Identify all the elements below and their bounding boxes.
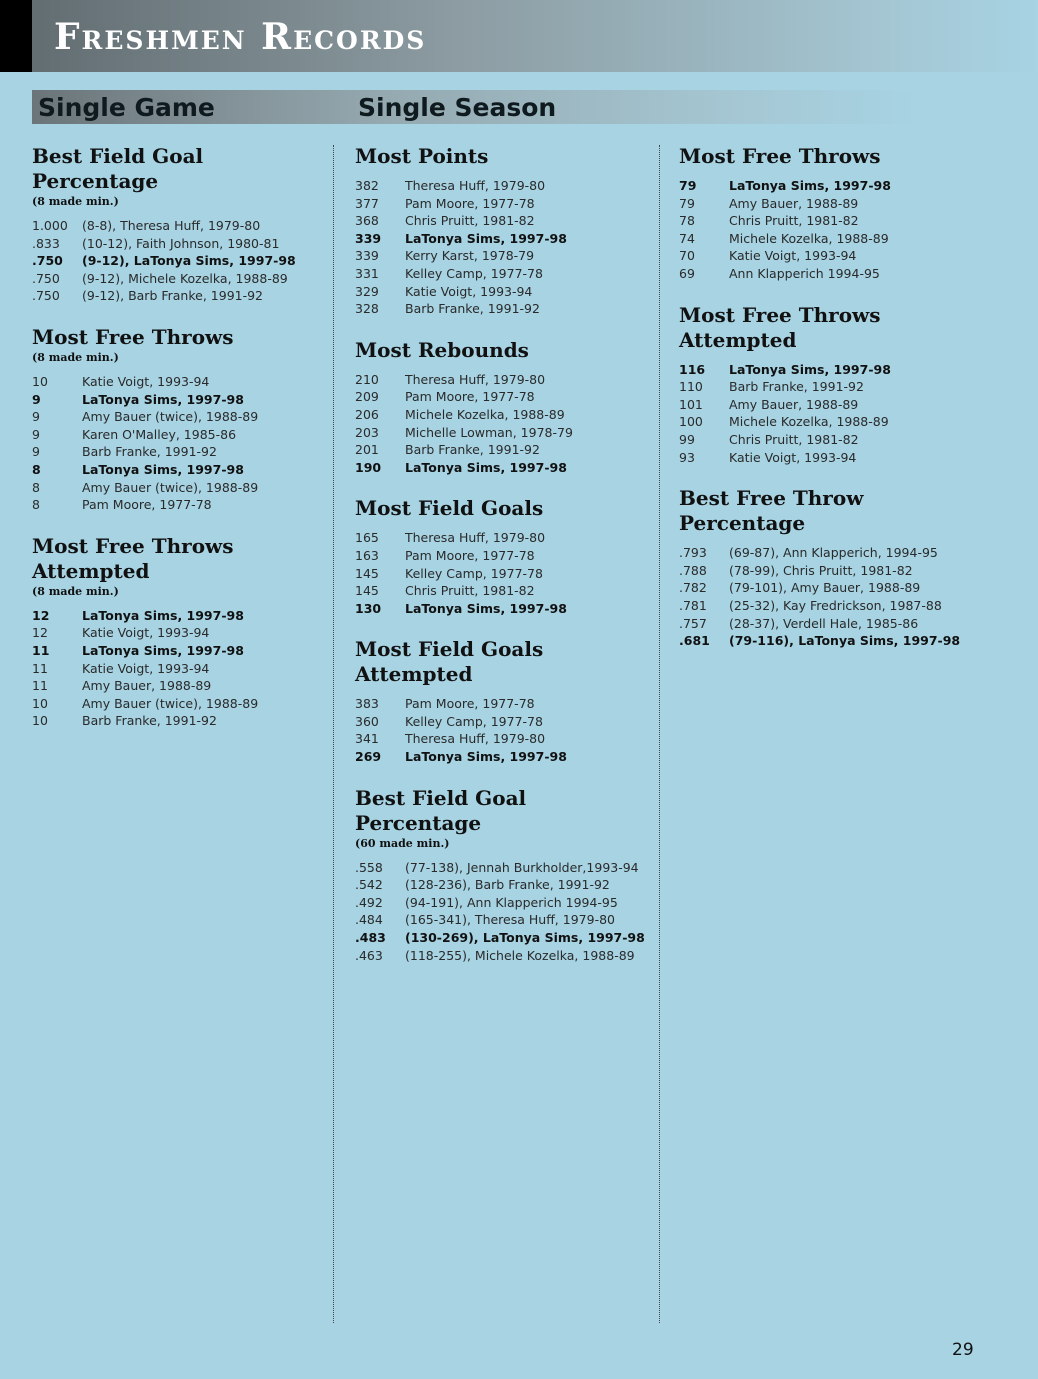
record-value: 209 [355,389,379,405]
record-holder: (9-12), Michele Kozelka, 1988-89 [82,270,288,286]
record-section [355,637,655,765]
record-holder: (130-269), LaTonya Sims, 1997-98 [405,930,645,946]
record-holder: LaTonya Sims, 1997-98 [729,361,891,377]
record-row [679,378,979,396]
record-value: 145 [355,583,379,599]
record-holder: (25-32), Kay Fredrickson, 1987-88 [729,597,942,613]
record-row [679,431,979,449]
record-value: 9 [32,444,40,460]
record-row [679,212,979,230]
record-row [355,748,655,766]
record-value: 203 [355,424,379,440]
section-title: Best Field Goal Percentage [355,785,527,835]
record-row [355,300,655,318]
record-value: 206 [355,406,379,422]
record-holder: Barb Franke, 1991-92 [405,301,540,317]
section-title: Best Field Goal Percentage [32,144,204,193]
record-row [679,449,979,467]
record-value: 8 [32,479,40,495]
record-holder: (8-8), Theresa Huff, 1979-80 [82,218,261,233]
record-holder: (79-116), LaTonya Sims, 1997-98 [729,633,961,649]
record-value: 360 [355,713,379,729]
record-holder: LaTonya Sims, 1997-98 [82,607,244,623]
record-row [679,265,979,283]
record-value: .681 [679,633,710,649]
page-title: Freshmen Records [54,16,427,58]
record-value: 382 [355,178,379,193]
record-value: 339 [355,230,382,246]
record-row [355,265,655,283]
record-row [355,911,655,929]
record-section [32,534,332,730]
record-holder: Chris Pruitt, 1981-82 [405,583,535,599]
record-holder: LaTonya Sims, 1997-98 [405,230,567,246]
record-holder: Chris Pruitt, 1981-82 [729,213,859,229]
record-list [355,695,655,765]
record-section [679,486,979,650]
record-value: .463 [355,947,383,963]
record-value: .750 [32,253,63,269]
record-value: 11 [32,678,48,694]
record-row [679,597,979,615]
section-title: Most Field Goals [355,496,544,521]
record-row [355,929,655,947]
record-value: 93 [679,449,695,465]
record-value: 165 [355,530,379,546]
record-value: 10 [32,373,48,389]
record-row [355,529,655,547]
record-value: 12 [32,607,50,623]
record-holder: Chris Pruitt, 1981-82 [405,213,535,229]
section-note: (8 made min.) [32,584,119,598]
record-value: 8 [32,461,41,477]
record-holder: LaTonya Sims, 1997-98 [729,178,891,193]
record-value: .484 [355,912,383,928]
record-row [679,361,979,379]
record-row [355,565,655,583]
record-holder: Barb Franke, 1991-92 [405,442,540,458]
record-holder: Amy Bauer, 1988-89 [729,195,859,211]
record-value: 9 [32,426,40,442]
record-row [355,695,655,713]
column-single-game [32,144,332,750]
record-holder: Katie Voigt, 1993-94 [729,449,857,465]
record-holder: Pam Moore, 1977-78 [405,195,535,211]
record-row [355,283,655,301]
record-holder: Barb Franke, 1991-92 [729,379,864,395]
section-title: Most Free Throws Attempted [679,302,881,352]
column-single-season-2 [679,144,979,670]
record-row [32,695,332,713]
record-row [679,177,979,195]
record-row [355,547,655,565]
record-section [32,144,332,305]
record-value: 190 [355,459,382,475]
record-value: 74 [679,230,695,246]
record-value: 383 [355,696,379,712]
record-row [32,270,332,288]
record-value: 10 [32,713,48,729]
record-value: 377 [355,195,379,211]
record-row [32,443,332,461]
record-row [32,642,332,660]
record-value: 79 [679,178,697,193]
header-black-bar [0,0,32,72]
record-row [355,947,655,965]
record-row [679,615,979,633]
record-holder: Amy Bauer, 1988-89 [729,396,859,412]
section-title: Most Free Throws Attempted [32,533,234,583]
record-row [355,859,655,877]
record-holder: Karen O'Malley, 1985-86 [82,426,237,442]
record-row [32,461,332,479]
record-value: 12 [32,625,48,641]
record-value: .483 [355,930,386,946]
record-value: .782 [679,580,707,596]
record-holder: Pam Moore, 1977-78 [405,389,535,405]
record-holder: Amy Bauer (twice), 1988-89 [82,695,259,711]
record-value: 145 [355,565,379,581]
section-title: Most Field Goals Attempted [355,637,544,687]
record-row [355,371,655,389]
record-holder: Barb Franke, 1991-92 [82,444,217,460]
record-row [355,177,655,195]
record-holder: LaTonya Sims, 1997-98 [405,600,567,616]
record-row [355,441,655,459]
record-value: .492 [355,894,383,910]
record-row [679,413,979,431]
subhead-single-game: Single Game [38,93,215,122]
record-holder: (165-341), Theresa Huff, 1979-80 [405,912,615,928]
record-holder: Michelle Lowman, 1978-79 [405,424,573,440]
section-title: Most Free Throws [32,324,234,349]
page-number: 29 [952,1340,974,1360]
record-list [355,529,655,617]
record-value: 341 [355,731,379,747]
record-row [32,677,332,695]
record-holder: Amy Bauer (twice), 1988-89 [82,479,259,495]
section-title: Most Points [355,144,489,168]
record-row [32,217,332,235]
record-holder: (128-236), Barb Franke, 1991-92 [405,877,610,893]
record-holder: Katie Voigt, 1993-94 [82,373,210,389]
record-value: 78 [679,213,695,229]
record-list [679,544,979,650]
record-holder: Katie Voigt, 1993-94 [82,625,210,641]
record-row [32,235,332,253]
record-value: 8 [32,497,40,513]
record-holder: LaTonya Sims, 1997-98 [82,461,244,477]
record-holder: Michele Kozelka, 1988-89 [405,406,565,422]
record-row [679,396,979,414]
record-holder: (9-12), LaTonya Sims, 1997-98 [82,253,296,269]
record-holder: Michele Kozelka, 1988-89 [729,414,889,430]
section-note: (60 made min.) [355,836,450,850]
section-title: Best Free Throw Percentage [679,486,864,536]
record-row [355,247,655,265]
record-value: 329 [355,283,379,299]
record-list [355,177,655,318]
record-value: 11 [32,642,50,658]
section-title: Most Free Throws [679,144,881,168]
column-divider-2 [659,145,660,1323]
record-holder: Theresa Huff, 1979-80 [405,371,546,387]
record-row [355,195,655,213]
record-value: 10 [32,695,48,711]
record-value: 100 [679,414,703,430]
record-holder: Chris Pruitt, 1981-82 [729,431,859,447]
record-value: 110 [679,379,703,395]
record-holder: (78-99), Chris Pruitt, 1981-82 [729,562,913,578]
record-section [355,496,655,617]
record-value: 328 [355,301,379,317]
column-divider-1 [333,145,334,1323]
record-value: 11 [32,660,48,676]
record-section [32,325,332,514]
record-list [32,373,332,514]
record-value: 116 [679,361,706,377]
record-value: 99 [679,431,695,447]
record-holder: (28-37), Verdell Hale, 1985-86 [729,615,919,631]
record-value: .757 [679,615,707,631]
record-holder: Katie Voigt, 1993-94 [82,660,210,676]
record-row [679,562,979,580]
record-holder: (118-255), Michele Kozelka, 1988-89 [405,947,635,963]
record-holder: Amy Bauer (twice), 1988-89 [82,409,259,425]
record-value: 210 [355,371,379,387]
record-row [679,544,979,562]
record-holder: Kelley Camp, 1977-78 [405,565,543,581]
record-holder: Theresa Huff, 1979-80 [405,178,546,193]
record-row [355,876,655,894]
record-section [355,786,655,965]
record-list [355,371,655,477]
record-holder: (10-12), Faith Johnson, 1980-81 [82,235,280,251]
record-row [679,579,979,597]
record-row [355,424,655,442]
record-value: 339 [355,248,379,264]
subhead-single-season: Single Season [358,93,557,122]
section-note: (8 made min.) [32,195,119,208]
record-row [355,230,655,248]
record-holder: (94-191), Ann Klapperich 1994-95 [405,894,618,910]
record-holder: (79-101), Amy Bauer, 1988-89 [729,580,921,596]
record-row [32,426,332,444]
record-value: .750 [32,270,60,286]
record-holder: (9-12), Barb Franke, 1991-92 [82,288,264,304]
record-value: 269 [355,749,382,765]
record-section [679,303,979,467]
record-row [32,287,332,305]
record-row [679,195,979,213]
record-list [32,607,332,730]
section-title: Most Rebounds [355,337,529,362]
record-holder: Theresa Huff, 1979-80 [405,731,546,747]
record-value: 130 [355,600,382,616]
section-note: (8 made min.) [32,350,119,364]
record-holder: Kerry Karst, 1978-79 [405,248,535,264]
record-holder: Kelley Camp, 1977-78 [405,265,543,281]
record-holder: Theresa Huff, 1979-80 [405,530,546,546]
record-section [679,144,979,283]
record-row [32,252,332,270]
record-row [355,388,655,406]
record-holder: Pam Moore, 1977-78 [82,497,212,513]
record-value: 69 [679,265,695,281]
record-list [679,361,979,467]
record-row [355,582,655,600]
record-value: 70 [679,248,695,264]
record-holder: (69-87), Ann Klapperich, 1994-95 [729,545,938,561]
record-value: .542 [355,877,383,893]
record-value: 368 [355,213,379,229]
record-row [355,600,655,618]
record-holder: Kelley Camp, 1977-78 [405,713,543,729]
column-single-season-1 [355,144,655,984]
record-value: 331 [355,265,379,281]
record-holder: Barb Franke, 1991-92 [82,713,217,729]
record-holder: LaTonya Sims, 1997-98 [405,749,567,765]
record-value: .833 [32,235,60,251]
record-list [679,177,979,283]
record-holder: Katie Voigt, 1993-94 [405,283,533,299]
record-row [32,479,332,497]
page-header [0,0,1038,72]
record-row [355,406,655,424]
record-holder: Ann Klapperich 1994-95 [729,265,880,281]
record-value: .781 [679,597,707,613]
record-holder: LaTonya Sims, 1997-98 [82,391,244,407]
record-row [679,230,979,248]
record-holder: Amy Bauer, 1988-89 [82,678,212,694]
record-holder: Katie Voigt, 1993-94 [729,248,857,264]
record-value: 79 [679,195,695,211]
record-holder: Pam Moore, 1977-78 [405,696,535,712]
record-row [32,660,332,678]
record-row [679,632,979,650]
record-holder: LaTonya Sims, 1997-98 [405,459,567,475]
record-row [355,459,655,477]
record-row [355,730,655,748]
record-value: .793 [679,545,707,561]
record-value: 9 [32,391,41,407]
record-holder: Michele Kozelka, 1988-89 [729,230,889,246]
record-value: 163 [355,547,379,563]
record-value: 1.000 [32,218,68,233]
record-holder: (77-138), Jennah Burkholder,1993-94 [405,859,639,875]
record-row [355,212,655,230]
record-list [355,859,655,965]
record-row [32,607,332,625]
record-row [32,496,332,514]
record-holder: Pam Moore, 1977-78 [405,547,535,563]
record-value: .558 [355,859,383,875]
record-section [355,144,655,318]
record-row [32,624,332,642]
record-row [355,713,655,731]
record-value: .750 [32,288,60,304]
record-row [679,247,979,265]
record-value: 101 [679,396,703,412]
record-list [32,217,332,305]
record-value: .788 [679,562,707,578]
record-row [32,712,332,730]
record-row [32,391,332,409]
record-row [32,408,332,426]
record-section [355,338,655,477]
record-value: 9 [32,409,40,425]
record-row [355,894,655,912]
record-value: 201 [355,442,379,458]
record-row [32,373,332,391]
record-holder: LaTonya Sims, 1997-98 [82,642,244,658]
